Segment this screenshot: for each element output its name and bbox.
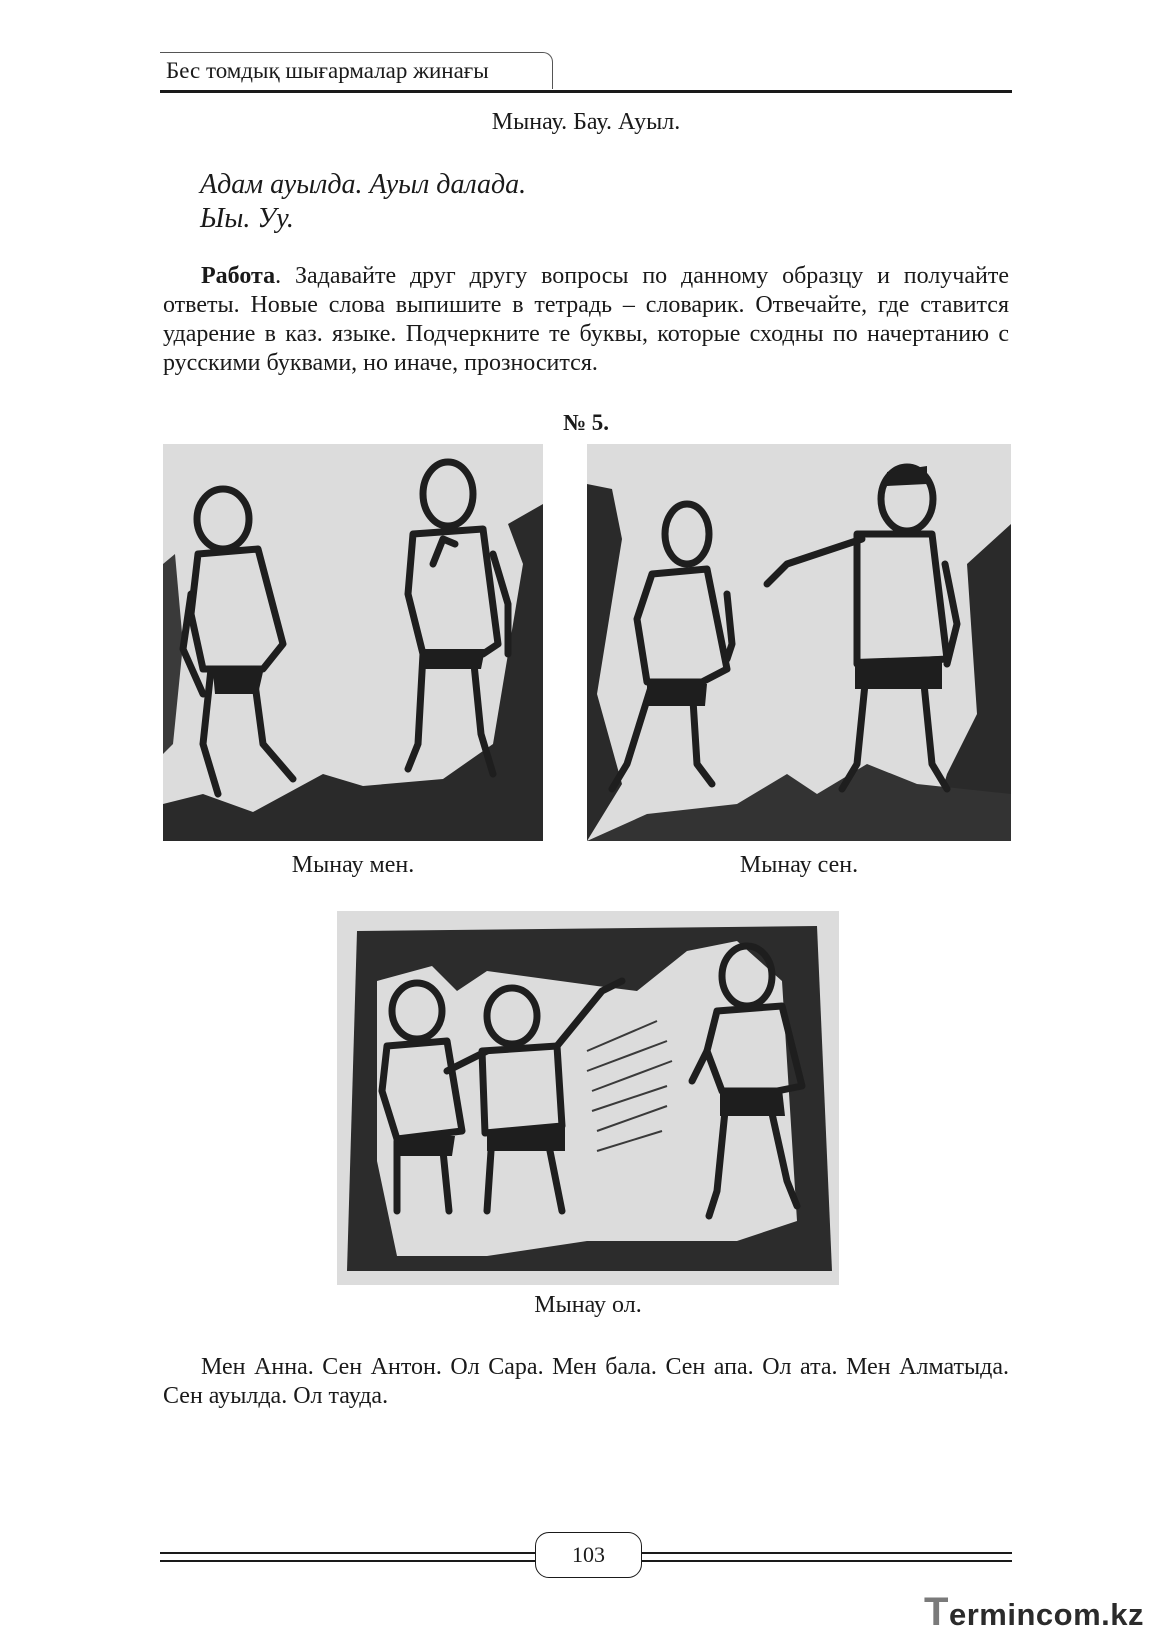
italic-line-2: Ыы. Уу. — [200, 203, 294, 234]
woodcut-illustration-2 — [587, 444, 1011, 841]
page-number: 103 — [535, 1532, 642, 1578]
site-watermark: Termincom.kz — [924, 1590, 1144, 1634]
figure-3-caption: Мынау ол. — [534, 1292, 642, 1318]
footer-rule-left — [160, 1552, 535, 1562]
running-header: Бес томдық шығармалар жинағы — [166, 58, 489, 83]
woodcut-illustration-1 — [163, 444, 543, 841]
work-label: Работа — [201, 263, 276, 289]
work-paragraph — [163, 262, 1009, 378]
woodcut-illustration-3 — [337, 911, 839, 1285]
intro-line: Мынау. Бау. Ауыл. — [491, 109, 681, 135]
italic-line-1: Адам ауылда. Ауыл далада. — [200, 169, 527, 200]
figure-1-caption: Мынау мен. — [291, 852, 415, 878]
figure-2-caption: Мынау сен. — [739, 852, 859, 878]
work-text: . Задавайте друг другу вопросы по данному образцу и получайте ответы. Новые слова выпишите в тетрадь – словарик. Отвечайте, где ставится ударение в каз. языке. Подчеркните те буквы, которые сходны по начертанию с русскими буквами, но иначе, прозносится. — [163, 263, 1009, 376]
header-rule — [160, 90, 1012, 93]
section-number: № 5. — [562, 410, 610, 435]
final-paragraph: Мен Анна. Сен Антон. Ол Сара. Мен бала. Сен апа. Ол ата. Мен Алматыда. Сен ауылда. Ол тауда. — [163, 1354, 1009, 1409]
footer-rule-right — [640, 1552, 1012, 1562]
